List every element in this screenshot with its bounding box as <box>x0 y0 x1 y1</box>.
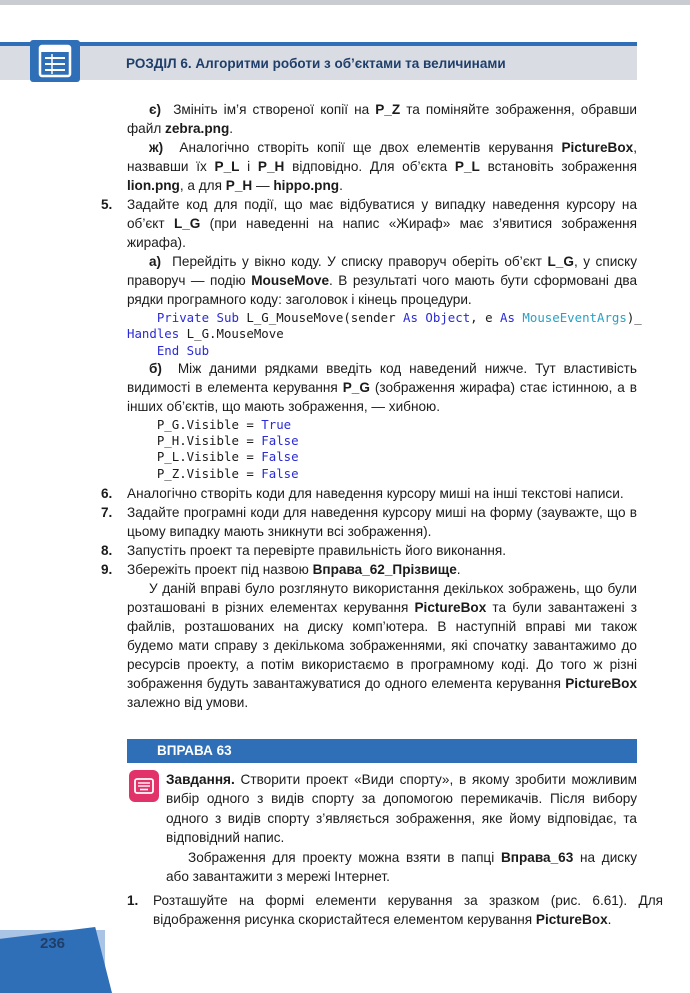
code-block-procedure <box>127 310 642 359</box>
code-line: End Sub <box>156 342 210 358</box>
step-5a: а) Перейдіть у вікно коду. У списку праворуч оберіть об’єкт L_G, у списку праворуч — подію MouseMove. В результаті чого мають бути сформовані два рядки програмного коду: заголовок і кінець процедури. <box>127 254 638 307</box>
step-zh: ж) Аналогічно створіть копії ще двох елементів керування PictureBox, назвавши їх P_L і P_H відповідно. Для об’єкта P_L встановіть зображення lion.png, а для P_H — hippo.png. <box>127 140 637 193</box>
exercise-title: ВПРАВА 63 <box>157 743 232 758</box>
step-6: 6. Аналогічно створіть коди для наведення курсору миші на інші текстові написи. <box>101 486 624 502</box>
page-number: 236 <box>40 935 66 952</box>
images-paragraph: Зображення для проекту можна взяти в папці Вправа_63 на диску або завантажити з мережі Інтернет. <box>166 850 637 885</box>
summary-paragraph: У даній вправі було розглянуто використання декількох зображень, що були розташовані в різних елементах керування PictureBox та були завантажені з файлів, розташованих на диску комп’ютера. В наступній вправі ми також будемо мати справу з декількома зображеннями, які спочатку завантажимо до ресурсів проекту, а потім використаємо в програмному коді. До того ж різні зображення будуть завантажуватися до одного елемента керування PictureBox залежно від умови. <box>127 581 637 711</box>
main-content <box>101 100 642 712</box>
code-block-visibility <box>127 417 637 482</box>
workbook-icon <box>30 40 80 82</box>
chapter-title: РОЗДІЛ 6. Алгоритми роботи з об’єктами та величинами <box>126 56 506 71</box>
code-line: P_L.Visible = False <box>156 449 299 465</box>
exercise-step-1: 1. Розташуйте на формі елементи керування за зразком (рис. 6.61). Для відображення рисунка скористайтеся елементом керування PictureBox. <box>127 893 663 928</box>
code-line: Private Sub L_G_MouseMove(sender As Object, e As MouseEventArgs)_ <box>156 310 642 325</box>
step-7: 7. Задайте програмні коди для наведення курсору миші на форму (зауважте, що в цьому випадку мають зникнути всі зображення). <box>101 505 637 540</box>
step-e: є) Змініть ім’я створеної копії на P_Z та поміняйте зображення, обравши файл zebra.png. <box>127 102 637 136</box>
step-5b: б) Між даними рядками введіть код наведений нижче. Тут властивість видимості в елемента керування P_G (зображення жирафа) стає істинною, а в інших об’єктів, що мають зображення, — хибною. <box>127 360 637 414</box>
task-paragraph: Завдання. Створити проект «Види спорту», в якому зробити можливим вибір одного з видів спорту за допомогою перемикачів. Після вибору одного з видів спорту з’являється зображення, яке йому відповідає, та відповідний напис. <box>166 772 637 846</box>
header-accent-line <box>0 42 637 46</box>
page-top-edge <box>0 0 690 5</box>
step-5: 5. Задайте код для події, що має відбуватися у випадку наведення курсору на об’єкт L_G (при наведенні на напис «Жираф» має з’явитися зображення жирафа). <box>101 197 638 250</box>
code-line: Handles L_G.MouseMove <box>127 326 284 342</box>
code-line: P_H.Visible = False <box>156 433 299 449</box>
keyboard-icon <box>129 770 159 802</box>
code-line: P_Z.Visible = False <box>156 465 299 481</box>
code-line: P_G.Visible = True <box>156 416 292 432</box>
exercise-header <box>127 739 637 763</box>
step-9: 9. Збережіть проект під назвою Вправа_62_Прізвище. <box>101 562 461 578</box>
step-8: 8. Запустіть проект та перевірте правильність його виконання. <box>101 543 506 559</box>
